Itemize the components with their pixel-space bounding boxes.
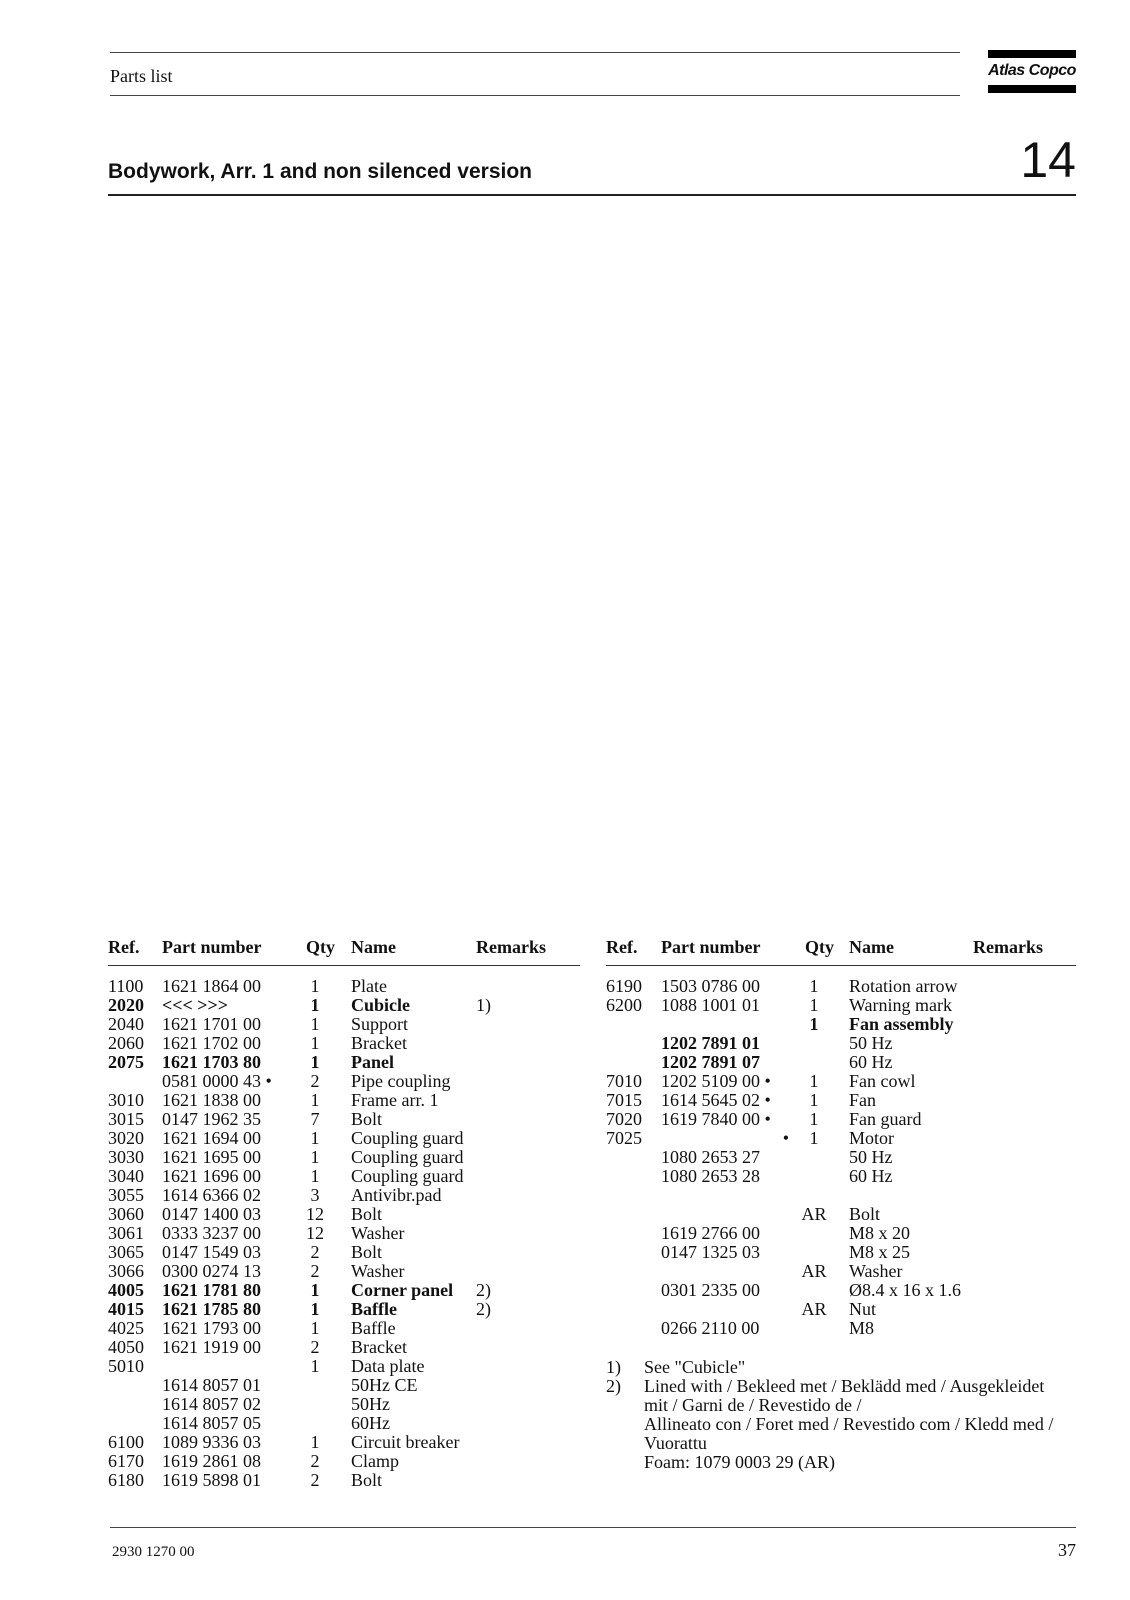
cell-part-number: 0581 0000 43 •: [162, 1071, 272, 1091]
col-qty: Qty: [805, 937, 834, 957]
cell-qty: 1: [310, 1014, 320, 1034]
cell-name: 60 Hz: [849, 1052, 893, 1072]
cell-part-number: 0147 1549 03: [162, 1242, 261, 1262]
cell-name: Coupling guard: [351, 1166, 464, 1186]
cell-remarks: 2): [476, 1299, 491, 1319]
table-row: [108, 1091, 580, 1110]
table-row: [108, 1319, 580, 1338]
table-row: [606, 1224, 1076, 1243]
cell-name: Fan assembly: [849, 1014, 954, 1034]
footnote-line: Lined with / Bekleed met / Beklädd med / Ausgekleidet: [644, 1376, 1045, 1396]
col-name: Name: [351, 937, 396, 957]
cell-qty: 1: [809, 1090, 819, 1110]
cell-qty: 12: [306, 1204, 324, 1224]
title-rule: [108, 194, 1076, 196]
cell-qty: 1: [809, 995, 819, 1015]
cell-ref: 2020: [108, 995, 144, 1015]
col-part-number: Part number: [661, 937, 761, 957]
table-row: [108, 1053, 580, 1072]
cell-name: Panel: [351, 1052, 394, 1072]
cell-part-number: 1621 1696 00: [162, 1166, 261, 1186]
cell-qty: 1: [310, 1432, 320, 1452]
table-row: [108, 977, 580, 996]
cell-part-number: 1619 2766 00: [661, 1223, 760, 1243]
cell-qty: 1: [310, 1052, 320, 1072]
cell-part-number: 1089 9336 03: [162, 1432, 261, 1452]
section-number: 14: [1020, 132, 1076, 188]
table-row: [108, 996, 580, 1015]
table-row: [606, 1319, 1076, 1338]
table-row: [606, 1186, 1076, 1205]
table-row: [108, 1357, 580, 1376]
cell-ref: 4015: [108, 1299, 144, 1319]
table-row: [606, 1091, 1076, 1110]
cell-qty: 1: [809, 1109, 819, 1129]
table-row: [606, 1205, 1076, 1224]
cell-ref: 3015: [108, 1109, 144, 1129]
col-ref: Ref.: [108, 937, 140, 957]
cell-part-number: 1621 1793 00: [162, 1318, 261, 1338]
table-row: [108, 1281, 580, 1300]
cell-name: Washer: [849, 1261, 903, 1281]
cell-part-number: 0333 3237 00: [162, 1223, 261, 1243]
cell-qty: 1: [809, 976, 819, 996]
cell-name: Pipe coupling: [351, 1071, 451, 1091]
logo-bar-top: [988, 50, 1076, 58]
cell-ref: 6100: [108, 1432, 144, 1452]
cell-qty: 1: [809, 1014, 819, 1034]
cell-ref: 2060: [108, 1033, 144, 1053]
cell-name: Coupling guard: [351, 1147, 464, 1167]
cell-name: Bolt: [351, 1470, 383, 1490]
cell-ref: 2040: [108, 1014, 144, 1034]
header-rule-bottom: [110, 95, 960, 96]
cell-ref: 3065: [108, 1242, 144, 1262]
footnote-line: Foam: 1079 0003 29 (AR): [644, 1452, 835, 1472]
cell-ref: 4025: [108, 1318, 144, 1338]
cell-part-number: 0300 0274 13: [162, 1261, 261, 1281]
table-row: [108, 1414, 580, 1433]
table-row: [108, 1205, 580, 1224]
cell-name: Motor: [849, 1128, 894, 1148]
cell-part-number: 1202 5109 00 •: [661, 1071, 771, 1091]
cell-qty: 2: [310, 1071, 320, 1091]
cell-name: M8: [849, 1318, 875, 1338]
cell-part-number: 0147 1325 03: [661, 1242, 760, 1262]
table-header: [108, 937, 580, 963]
cell-name: 60 Hz: [849, 1166, 893, 1186]
cell-part-number: 1614 8057 01: [162, 1375, 261, 1395]
cell-ref: 3030: [108, 1147, 144, 1167]
cell-qty: 3: [310, 1185, 320, 1205]
footnote-text: [644, 1358, 1084, 1377]
cell-ref: 4005: [108, 1280, 144, 1300]
cell-qty: 12: [306, 1223, 324, 1243]
cell-ref: 7015: [606, 1090, 642, 1110]
cell-name: Bolt: [351, 1204, 383, 1224]
header-rule-top: [110, 52, 960, 53]
cell-qty: 1: [310, 1318, 320, 1338]
cell-ref: 1100: [108, 976, 144, 996]
cell-part-number: •: [782, 1128, 789, 1148]
cell-name: Fan: [849, 1090, 876, 1110]
cell-name: 50 Hz: [849, 1033, 893, 1053]
table-row: [606, 1300, 1076, 1319]
cell-name: Washer: [351, 1223, 405, 1243]
cell-ref: 3055: [108, 1185, 144, 1205]
cell-qty: 7: [310, 1109, 320, 1129]
cell-part-number: 1621 1694 00: [162, 1128, 261, 1148]
cell-part-number: 1621 1919 00: [162, 1337, 261, 1357]
page-number: 37: [1058, 1540, 1076, 1560]
cell-part-number: 1619 7840 00 •: [661, 1109, 771, 1129]
cell-part-number: 1621 1703 80: [162, 1052, 261, 1072]
cell-part-number: 1619 2861 08: [162, 1451, 261, 1471]
cell-name: Nut: [849, 1299, 876, 1319]
table-row: [606, 1034, 1076, 1053]
cell-name: Bracket: [351, 1337, 407, 1357]
cell-part-number: 1088 1001 01: [661, 995, 760, 1015]
table-row: [606, 977, 1076, 996]
cell-name: Washer: [351, 1261, 405, 1281]
cell-name: Corner panel: [351, 1280, 454, 1300]
cell-ref: 7025: [606, 1128, 642, 1148]
table-row: [108, 1072, 580, 1091]
cell-name: Antivibr.pad: [351, 1185, 442, 1205]
cell-name: Bracket: [351, 1033, 407, 1053]
cell-qty: 1: [310, 1147, 320, 1167]
footnote-line: See "Cubicle": [644, 1357, 746, 1377]
footnote-line: Allineato con / Foret med / Revestido com / Kledd med /: [644, 1414, 1054, 1434]
cell-qty: 2: [310, 1337, 320, 1357]
cell-name: Bolt: [351, 1109, 383, 1129]
cell-name: Bolt: [351, 1242, 383, 1262]
cell-remarks: 1): [476, 995, 491, 1015]
cell-ref: 4050: [108, 1337, 144, 1357]
footnote-number: 2): [606, 1376, 621, 1396]
table-header: [606, 937, 1076, 963]
cell-name: Warning mark: [849, 995, 953, 1015]
table-header-rule: [606, 965, 1076, 966]
cell-part-number: 1080 2653 28: [661, 1166, 760, 1186]
cell-part-number: 1621 1781 80: [162, 1280, 261, 1300]
cell-name: Rotation arrow: [849, 976, 958, 996]
table-row: [108, 1395, 580, 1414]
table-row: [108, 1129, 580, 1148]
table-row: [108, 1015, 580, 1034]
table-row: [606, 1243, 1076, 1262]
cell-ref: 3010: [108, 1090, 144, 1110]
footer-rule: [110, 1527, 1076, 1528]
cell-ref: 6180: [108, 1470, 144, 1490]
cell-part-number: 1621 1695 00: [162, 1147, 261, 1167]
cell-part-number: 0266 2110 00: [661, 1318, 760, 1338]
cell-name: M8 x 20: [849, 1223, 911, 1243]
table-row: [606, 1053, 1076, 1072]
cell-qty: 1: [809, 1128, 819, 1148]
footnote-line: mit / Garni de / Revestido de /: [644, 1395, 862, 1415]
footnote-number: 1): [606, 1357, 621, 1377]
cell-ref: 3060: [108, 1204, 144, 1224]
table-row: [108, 1262, 580, 1281]
col-part-number: Part number: [162, 937, 262, 957]
footnote: [606, 1358, 1084, 1377]
footnote-line: Vuorattu: [644, 1433, 707, 1453]
cell-name: 50Hz: [351, 1394, 390, 1414]
cell-name: Fan cowl: [849, 1071, 916, 1091]
cell-name: Coupling guard: [351, 1128, 464, 1148]
cell-part-number: 0147 1962 35: [162, 1109, 261, 1129]
cell-qty: 1: [310, 1299, 320, 1319]
table-row: [606, 1110, 1076, 1129]
cell-name: 60Hz: [351, 1413, 390, 1433]
table-row: [606, 1262, 1076, 1281]
table-row: [108, 1186, 580, 1205]
table-row: [108, 1148, 580, 1167]
cell-part-number: 1621 1701 00: [162, 1014, 261, 1034]
cell-name: Baffle: [351, 1299, 397, 1319]
cell-ref: 2075: [108, 1052, 144, 1072]
cell-name: M8 x 25: [849, 1242, 911, 1262]
cell-qty: 1: [310, 1033, 320, 1053]
col-name: Name: [849, 937, 894, 957]
table-header-rule: [108, 965, 580, 966]
cell-part-number: 1621 1864 00: [162, 976, 261, 996]
document-number: 2930 1270 00: [112, 1544, 195, 1560]
cell-qty: AR: [801, 1299, 827, 1319]
table-row: [606, 1015, 1076, 1034]
col-qty: Qty: [306, 937, 335, 957]
cell-part-number: 1621 1785 80: [162, 1299, 261, 1319]
cell-qty: 2: [310, 1261, 320, 1281]
cell-name: Clamp: [351, 1451, 399, 1471]
cell-qty: 1: [310, 995, 320, 1015]
page-title: Bodywork, Arr. 1 and non silenced version: [108, 160, 532, 183]
cell-ref: 6200: [606, 995, 642, 1015]
col-ref: Ref.: [606, 937, 638, 957]
cell-qty: 1: [310, 1356, 320, 1376]
table-row: [108, 1034, 580, 1053]
cell-qty: 2: [310, 1242, 320, 1262]
table-row: [606, 1072, 1076, 1091]
cell-part-number: 1619 5898 01: [162, 1470, 261, 1490]
table-row: [606, 1281, 1076, 1300]
cell-ref: 7020: [606, 1109, 642, 1129]
cell-name: Fan guard: [849, 1109, 922, 1129]
table-row: [108, 1243, 580, 1262]
cell-name: Plate: [351, 976, 387, 996]
table-row: [108, 1376, 580, 1395]
cell-name: Bolt: [849, 1204, 881, 1224]
cell-part-number: 0147 1400 03: [162, 1204, 261, 1224]
header-label: Parts list: [110, 66, 173, 86]
cell-qty: 2: [310, 1470, 320, 1490]
cell-ref: 3040: [108, 1166, 144, 1186]
parts-table-right: [606, 937, 1076, 1357]
cell-part-number: 1614 6366 02: [162, 1185, 261, 1205]
cell-qty: 1: [310, 1128, 320, 1148]
cell-part-number: 1080 2653 27: [661, 1147, 760, 1167]
cell-qty: AR: [801, 1204, 827, 1224]
cell-remarks: 2): [476, 1280, 491, 1300]
table-row: [606, 996, 1076, 1015]
cell-part-number: 1614 8057 02: [162, 1394, 261, 1414]
logo-bar-bottom: [988, 85, 1076, 93]
cell-ref: 3061: [108, 1223, 144, 1243]
cell-name: Cubicle: [351, 995, 411, 1015]
table-row: [108, 1167, 580, 1186]
col-remarks: Remarks: [973, 937, 1043, 957]
cell-qty: 1: [310, 1166, 320, 1186]
cell-name: Baffle: [351, 1318, 396, 1338]
table-row: [108, 1110, 580, 1129]
cell-name: Data plate: [351, 1356, 425, 1376]
table-row: [108, 1338, 580, 1357]
table-row: [108, 1452, 580, 1471]
table-row: [108, 1300, 580, 1319]
footnotes: [606, 1358, 1084, 1472]
cell-part-number: 1503 0786 00: [661, 976, 760, 996]
table-row: [606, 1129, 1076, 1148]
cell-part-number: 1621 1702 00: [162, 1033, 261, 1053]
footnote: [606, 1377, 1084, 1472]
table-row: [108, 1224, 580, 1243]
cell-part-number: 1614 8057 05: [162, 1413, 261, 1433]
cell-ref: 3066: [108, 1261, 144, 1281]
cell-ref: 3020: [108, 1128, 144, 1148]
cell-qty: AR: [801, 1261, 827, 1281]
cell-name: 50 Hz: [849, 1147, 893, 1167]
cell-part-number: 0301 2335 00: [661, 1280, 760, 1300]
cell-part-number: 1202 7891 01: [661, 1033, 760, 1053]
cell-qty: 1: [310, 1090, 320, 1110]
cell-part-number: 1614 5645 02 •: [661, 1090, 771, 1110]
cell-part-number: 1621 1838 00: [162, 1090, 261, 1110]
cell-ref: 7010: [606, 1071, 642, 1091]
table-row: [606, 1148, 1076, 1167]
table-row: [108, 1471, 580, 1490]
cell-ref: 5010: [108, 1356, 144, 1376]
col-remarks: Remarks: [476, 937, 546, 957]
cell-part-number: 1202 7891 07: [661, 1052, 760, 1072]
cell-qty: 1: [310, 1280, 320, 1300]
cell-qty: 2: [310, 1451, 320, 1471]
cell-name: 50Hz CE: [351, 1375, 418, 1395]
cell-qty: 1: [809, 1071, 819, 1091]
cell-name: Frame arr. 1: [351, 1090, 439, 1110]
cell-ref: 6170: [108, 1451, 144, 1471]
logo-text: Atlas Copco: [988, 62, 1076, 79]
footnote-text: [644, 1377, 1084, 1472]
cell-part-number: <<< >>>: [162, 995, 229, 1015]
cell-ref: 6190: [606, 976, 642, 996]
cell-name: Ø8.4 x 16 x 1.6: [849, 1280, 961, 1300]
cell-qty: 1: [310, 976, 320, 996]
table-row: [606, 1167, 1076, 1186]
table-row: [108, 1433, 580, 1452]
cell-name: Support: [351, 1014, 409, 1034]
brand-logo: [988, 50, 1076, 95]
parts-table-left: [108, 937, 580, 1497]
cell-name: Circuit breaker: [351, 1432, 460, 1452]
